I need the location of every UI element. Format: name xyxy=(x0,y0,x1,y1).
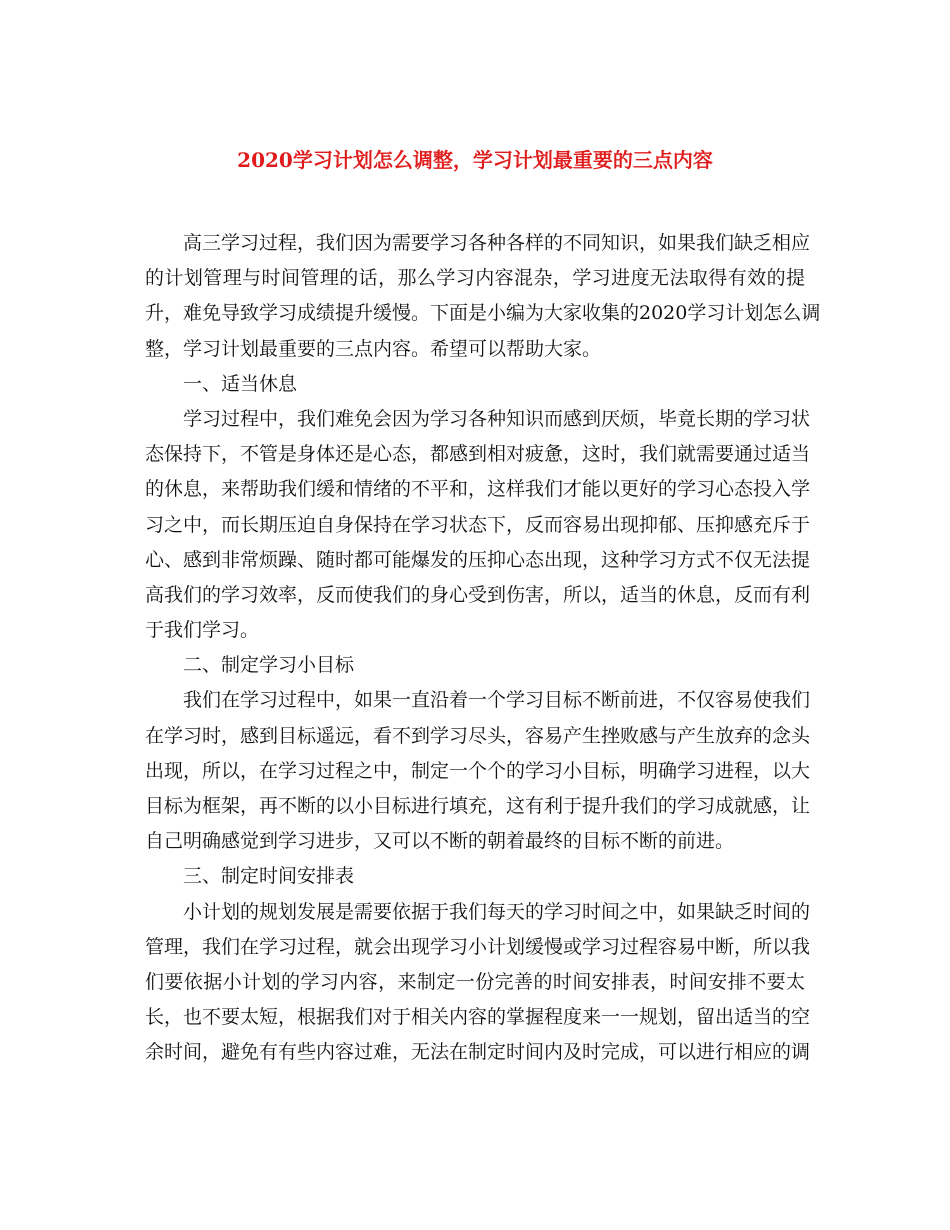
section-heading: 三、制定时间安排表 xyxy=(183,865,355,888)
section-heading: 二、制定学习小目标 xyxy=(183,654,355,677)
paragraph-line: 小计划的规划发展是需要依据于我们每天的学习时间之中，如果缺乏时间的 xyxy=(183,900,811,923)
paragraph-line: 们要依据小计划的学习内容，来制定一份完善的时间安排表，时间安排不要太 xyxy=(145,970,805,993)
paragraph-line: 的休息，来帮助我们缓和情绪的不平和，这样我们才能以更好的学习心态投入学 xyxy=(145,478,811,501)
paragraph-line: 我们在学习过程中，如果一直沿着一个学习目标不断前进，不仅容易使我们 xyxy=(183,689,811,712)
document-body xyxy=(145,226,821,1071)
paragraph-line: 习之中，而长期压迫自身保持在学习状态下，反而容易出现抑郁、压抑感充斥于 xyxy=(145,513,811,536)
paragraph-line: 升，难免导致学习成绩提升缓慢。下面是小编为大家收集的2020学习计划怎么调 xyxy=(145,302,821,325)
paragraph-line: 高三学习过程，我们因为需要学习各种各样的不同知识，如果我们缺乏相应 xyxy=(183,232,811,254)
paragraph-line: 目标为框架，再不断的以小目标进行填充，这有利于提升我们的学习成就感，让 xyxy=(145,795,811,817)
paragraph-line: 态保持下，不管是身体还是心态，都感到相对疲惫，这时，我们就需要通过适当 xyxy=(145,443,811,466)
paragraph-line: 管理，我们在学习过程，就会出现学习小计划缓慢或学习过程容易中断，所以我 xyxy=(145,935,811,958)
paragraph-line: 在学习时，感到目标遥远，看不到学习尽头，容易产生挫败感与产生放弃的念头 xyxy=(145,724,811,747)
paragraph-line: 整，学习计划最重要的三点内容。希望可以帮助大家。 xyxy=(145,337,602,360)
paragraph-line: 余时间，避免有有些内容过难，无法在制定时间内及时完成，可以进行相应的调 xyxy=(145,1041,811,1064)
paragraph-line: 高我们的学习效率，反而使我们的身心受到伤害，所以，适当的休息，反而有利 xyxy=(145,583,811,606)
paragraph-line: 心、感到非常烦躁、随时都可能爆发的压抑心态出现，这种学习方式不仅无法提 xyxy=(145,548,811,571)
paragraph-line: 学习过程中，我们难免会因为学习各种知识而感到厌烦，毕竟长期的学习状 xyxy=(183,407,811,430)
paragraph-line: 的计划管理与时间管理的话，那么学习内容混杂，学习进度无法取得有效的提 xyxy=(145,267,805,290)
paragraph-line: 自己明确感觉到学习进步，又可以不断的朝着最终的目标不断的前进。 xyxy=(145,830,735,853)
section-heading: 一、适当休息 xyxy=(183,372,298,395)
paragraph-line: 长，也不要太短，根据我们对于相关内容的掌握程度来一一规划，留出适当的空 xyxy=(145,1006,811,1029)
paragraph-line: 于我们学习。 xyxy=(145,619,260,642)
document-title: 2020学习计划怎么调整，学习计划最重要的三点内容 xyxy=(237,148,713,172)
paragraph-line: 出现，所以，在学习过程之中，制定一个个的学习小目标，明确学习进程，以大 xyxy=(145,759,811,782)
